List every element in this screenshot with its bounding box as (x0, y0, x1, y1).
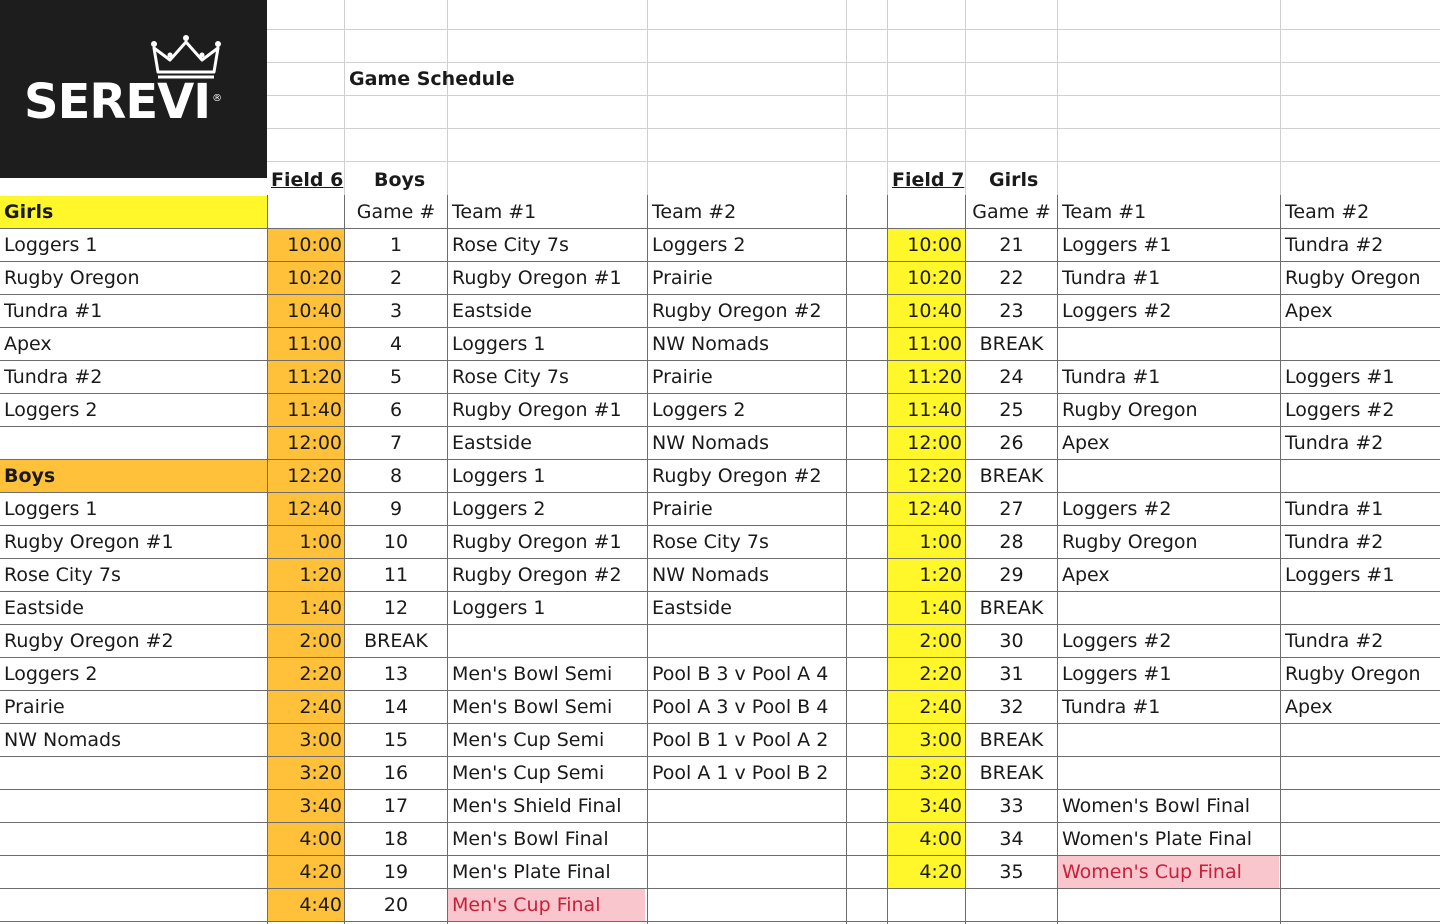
column-border (647, 195, 648, 924)
field6-team1: Rugby Oregon #1 (452, 267, 622, 289)
field6-team2 (652, 790, 846, 822)
logo-wordmark: SEREVI ® (24, 74, 222, 130)
field6-team1 (452, 625, 647, 657)
field6-time: 10:40 (268, 295, 345, 327)
table-row (0, 889, 1440, 922)
team-list-item: Apex (4, 333, 52, 355)
field6-team1: Men's Bowl Semi (452, 696, 613, 718)
field7-team2 (1285, 460, 1440, 492)
table-row (0, 559, 1440, 592)
field7-game-number: BREAK (979, 762, 1044, 784)
field7-team2 (1285, 790, 1440, 822)
field7-time: 11:40 (888, 394, 965, 426)
field7-time: 1:40 (888, 592, 965, 624)
field6-team2: Loggers 2 (652, 399, 746, 421)
field6-time: 4:20 (268, 856, 345, 888)
field7-game-number: 25 (999, 399, 1024, 421)
table-row (0, 526, 1440, 559)
field6-team2: NW Nomads (652, 333, 769, 355)
field7-game-number: 28 (999, 531, 1024, 553)
field6-team1: Loggers 1 (452, 597, 546, 619)
serevi-logo (0, 0, 267, 178)
field7-team1: Loggers #1 (1062, 234, 1172, 256)
field6-time: 1:00 (268, 526, 345, 558)
field7-game-number: 21 (999, 234, 1024, 256)
field7-team2: Rugby Oregon (1285, 267, 1421, 289)
table-row (0, 592, 1440, 625)
team-list-item (4, 427, 267, 459)
field6-team2 (652, 856, 846, 888)
page-title: Game Schedule (349, 68, 515, 90)
team-list-item: Rugby Oregon #2 (4, 630, 174, 652)
field7-time: 2:00 (888, 625, 965, 657)
table-row (0, 625, 1440, 658)
field6-game-number: 10 (383, 531, 409, 553)
field6-game-number: 20 (383, 894, 409, 916)
field6-team2: Prairie (652, 498, 713, 520)
field7-team2: Tundra #1 (1285, 498, 1384, 520)
field6-game-number: 17 (383, 795, 409, 817)
team-list-item: Eastside (4, 597, 84, 619)
table-row (0, 361, 1440, 394)
field6-team1: Men's Cup Semi (452, 729, 605, 751)
field7-time: 1:20 (888, 559, 965, 591)
table-row (0, 724, 1440, 757)
field7-team1: Apex (1062, 564, 1110, 586)
field7-time: 10:40 (888, 295, 965, 327)
field7-time: 10:00 (888, 229, 965, 261)
field7-team1: Tundra #1 (1062, 366, 1161, 388)
field6-team1: Rugby Oregon #1 (452, 399, 622, 421)
field7-team1: Women's Cup Final (1058, 856, 1279, 888)
field7-team1 (1062, 724, 1280, 756)
field6-team2: Eastside (652, 597, 732, 619)
table-row (0, 493, 1440, 526)
table-row (0, 295, 1440, 328)
team-list-item: Loggers 2 (4, 663, 98, 685)
table-row (0, 460, 1440, 493)
field6-team2: NW Nomads (652, 564, 769, 586)
field7-game-number: BREAK (979, 333, 1044, 355)
field6-time: 11:20 (268, 361, 345, 393)
field6-game-number: 8 (389, 465, 403, 487)
field7-game-number: 24 (999, 366, 1024, 388)
field6-game-number: 5 (389, 366, 403, 388)
team-list-item (4, 856, 267, 888)
field6-time: 11:40 (268, 394, 345, 426)
table-row (0, 757, 1440, 790)
field6-game-number: 7 (389, 432, 403, 454)
field7-game-number: 30 (999, 630, 1024, 652)
field6-game-number: 13 (383, 663, 409, 685)
field6-game-number: 3 (389, 300, 403, 322)
field7-team1 (1062, 757, 1280, 789)
field7-game-number (966, 889, 1057, 921)
field6-team2 (652, 625, 846, 657)
gridline (267, 128, 1440, 129)
field6-time: 11:00 (268, 328, 345, 360)
field7-team2 (1285, 823, 1440, 855)
field6-time: 12:20 (268, 460, 345, 492)
field6-time: 10:20 (268, 262, 345, 294)
field7-time: 12:00 (888, 427, 965, 459)
field7-time: 2:40 (888, 691, 965, 723)
field6-game-number: 18 (383, 828, 409, 850)
field6-team2: Pool A 3 v Pool B 4 (652, 696, 829, 718)
gridline (267, 29, 1440, 30)
field7-team2: Tundra #2 (1285, 630, 1384, 652)
field7-label: Field 7 (892, 169, 965, 191)
field6-team1: Men's Cup Final (448, 889, 645, 921)
field7-game-number: 22 (999, 267, 1024, 289)
team-list-item: Tundra #1 (4, 300, 103, 322)
field6-time: 3:00 (268, 724, 345, 756)
field6-team1: Rose City 7s (452, 366, 569, 388)
team-list-item (4, 889, 267, 921)
table-row (0, 262, 1440, 295)
field7-team2 (1285, 856, 1440, 888)
field6-time: 4:40 (268, 889, 345, 921)
field6-team2-header: Team #2 (652, 201, 737, 223)
table-row (0, 328, 1440, 361)
field6-team1-header: Team #1 (452, 201, 537, 223)
field7-team2 (1285, 724, 1440, 756)
field6-team1: Men's Cup Semi (452, 762, 605, 784)
column-border (1280, 195, 1281, 924)
field6-time: 1:40 (268, 592, 345, 624)
field6-team2: Prairie (652, 267, 713, 289)
field6-team2 (652, 823, 846, 855)
field6-team2: Pool B 1 v Pool A 2 (652, 729, 829, 751)
field6-game-number: 6 (389, 399, 403, 421)
field7-team2: Tundra #2 (1285, 432, 1384, 454)
team-list-item: Loggers 1 (4, 234, 98, 256)
team-list-item: NW Nomads (4, 729, 121, 751)
field7-game-number: 26 (999, 432, 1024, 454)
field7-team1: Rugby Oregon (1062, 399, 1198, 421)
field6-team2: Pool A 1 v Pool B 2 (652, 762, 829, 784)
field7-time: 4:20 (888, 856, 965, 888)
field7-game-header: Game # (972, 201, 1051, 223)
field6-team2: NW Nomads (652, 432, 769, 454)
field6-team2: Loggers 2 (652, 234, 746, 256)
field6-time: 2:00 (268, 625, 345, 657)
gridline (267, 161, 1440, 162)
column-border (846, 195, 847, 924)
team-list-item (4, 757, 267, 789)
field7-time: 11:00 (888, 328, 965, 360)
field6-game-header: Game # (356, 201, 436, 223)
field7-time: 3:40 (888, 790, 965, 822)
field7-team1: Loggers #1 (1062, 663, 1172, 685)
table-row (0, 427, 1440, 460)
field7-game-number: BREAK (979, 729, 1044, 751)
team-list-item: Tundra #2 (4, 366, 103, 388)
column-border (344, 195, 345, 924)
field7-game-number: 23 (999, 300, 1024, 322)
team-list-item: Rugby Oregon (4, 267, 140, 289)
field6-game-number: 9 (389, 498, 403, 520)
field7-team2: Tundra #2 (1285, 234, 1384, 256)
field7-game-number: 35 (999, 861, 1024, 883)
field7-team2: Apex (1285, 300, 1333, 322)
field6-team1: Loggers 1 (452, 333, 546, 355)
field6-time: 10:00 (268, 229, 345, 261)
field7-team2 (1285, 592, 1440, 624)
field7-team1-header: Team #1 (1062, 201, 1147, 223)
field7-team2 (1285, 328, 1440, 360)
field7-team2: Tundra #2 (1285, 531, 1384, 553)
field7-team1 (1062, 889, 1280, 921)
table-row (0, 691, 1440, 724)
team-list-item: Loggers 1 (4, 498, 98, 520)
team-list-item (4, 790, 267, 822)
field6-team2: Prairie (652, 366, 713, 388)
field7-team1: Women's Plate Final (1062, 828, 1253, 850)
field7-team1 (1062, 592, 1280, 624)
field6-team1: Loggers 2 (452, 498, 546, 520)
field6-team1: Men's Plate Final (452, 861, 611, 883)
team-list-item (4, 823, 267, 855)
field7-game-number: 32 (999, 696, 1024, 718)
field7-time: 10:20 (888, 262, 965, 294)
field7-team1: Women's Bowl Final (1062, 795, 1251, 817)
boys-header: Boys (0, 460, 267, 492)
field6-team1: Men's Bowl Final (452, 828, 609, 850)
field7-team2: Loggers #2 (1285, 399, 1395, 421)
field6-game-number: 11 (383, 564, 409, 586)
field6-time: 12:00 (268, 427, 345, 459)
table-row (0, 658, 1440, 691)
field7-game-number: 27 (999, 498, 1024, 520)
team-list-item: Loggers 2 (4, 399, 98, 421)
field6-game-number: 19 (383, 861, 409, 883)
field6-game-number: 4 (389, 333, 403, 355)
field6-team1: Men's Shield Final (452, 795, 622, 817)
field6-team1: Eastside (452, 432, 532, 454)
field6-time: 4:00 (268, 823, 345, 855)
field6-game-number: BREAK (364, 630, 428, 652)
column-border (267, 195, 268, 924)
team-list-item: Prairie (4, 696, 65, 718)
field6-team2: Pool B 3 v Pool A 4 (652, 663, 829, 685)
field6-game-number: 12 (383, 597, 409, 619)
field7-time: 3:00 (888, 724, 965, 756)
table-row (0, 823, 1440, 856)
column-border (965, 195, 966, 924)
field7-time: 3:20 (888, 757, 965, 789)
table-row (0, 856, 1440, 889)
field6-team1: Rugby Oregon #2 (452, 564, 622, 586)
field7-team1: Loggers #2 (1062, 300, 1172, 322)
field7-team1: Tundra #1 (1062, 267, 1161, 289)
field6-team1: Rugby Oregon #1 (452, 531, 622, 553)
table-row (0, 229, 1440, 262)
field7-time: 12:40 (888, 493, 965, 525)
field7-team2: Apex (1285, 696, 1333, 718)
field7-game-number: BREAK (979, 465, 1044, 487)
field7-time: 2:20 (888, 658, 965, 690)
field6-team2 (652, 889, 846, 921)
girls-header: Girls (0, 196, 267, 228)
field6-time: 2:40 (268, 691, 345, 723)
field7-time: 11:20 (888, 361, 965, 393)
field6-division: Boys (374, 169, 426, 191)
field6-time: 3:40 (268, 790, 345, 822)
gridline (267, 95, 1440, 96)
field6-team1: Eastside (452, 300, 532, 322)
table-row (0, 394, 1440, 427)
field7-game-number: 34 (999, 828, 1024, 850)
field7-team1: Loggers #2 (1062, 498, 1172, 520)
field7-team2: Loggers #1 (1285, 564, 1395, 586)
field7-team1 (1062, 460, 1280, 492)
column-border (887, 195, 888, 924)
field6-team1: Men's Bowl Semi (452, 663, 613, 685)
field7-division: Girls (989, 169, 1039, 191)
field6-time: 1:20 (268, 559, 345, 591)
field7-game-number: 31 (999, 663, 1024, 685)
field6-team2: Rugby Oregon #2 (652, 300, 822, 322)
field6-time: 2:20 (268, 658, 345, 690)
field6-team2: Rugby Oregon #2 (652, 465, 822, 487)
team-list-item: Rugby Oregon #1 (4, 531, 174, 553)
field6-time: 3:20 (268, 757, 345, 789)
field7-time: 12:20 (888, 460, 965, 492)
team-list-item: Rose City 7s (4, 564, 121, 586)
field7-time: 4:00 (888, 823, 965, 855)
field7-team1: Loggers #2 (1062, 630, 1172, 652)
field7-game-number: 29 (999, 564, 1024, 586)
column-border (1057, 195, 1058, 924)
field7-team1: Apex (1062, 432, 1110, 454)
field7-team1: Rugby Oregon (1062, 531, 1198, 553)
field7-team2 (1285, 757, 1440, 789)
row-border (0, 921, 1440, 922)
field6-game-number: 15 (383, 729, 409, 751)
table-row (0, 790, 1440, 823)
gridline (267, 62, 1440, 63)
field6-game-number: 1 (389, 234, 403, 256)
field6-game-number: 2 (389, 267, 403, 289)
field7-team1 (1062, 328, 1280, 360)
field7-team1: Tundra #1 (1062, 696, 1161, 718)
table-row (0, 196, 1440, 229)
field6-game-number: 16 (383, 762, 409, 784)
field6-team1: Loggers 1 (452, 465, 546, 487)
field7-team2: Rugby Oregon (1285, 663, 1421, 685)
field7-team2: Loggers #1 (1285, 366, 1395, 388)
field7-game-number: 33 (999, 795, 1024, 817)
field6-time: 12:40 (268, 493, 345, 525)
field6-team2: Rose City 7s (652, 531, 769, 553)
field6-label: Field 6 (271, 169, 344, 191)
field6-team1: Rose City 7s (452, 234, 569, 256)
field7-game-number: BREAK (979, 597, 1044, 619)
field7-time: 1:00 (888, 526, 965, 558)
field6-game-number: 14 (383, 696, 409, 718)
field7-team2-header: Team #2 (1285, 201, 1370, 223)
column-border (447, 195, 448, 924)
field7-team2 (1285, 889, 1440, 921)
